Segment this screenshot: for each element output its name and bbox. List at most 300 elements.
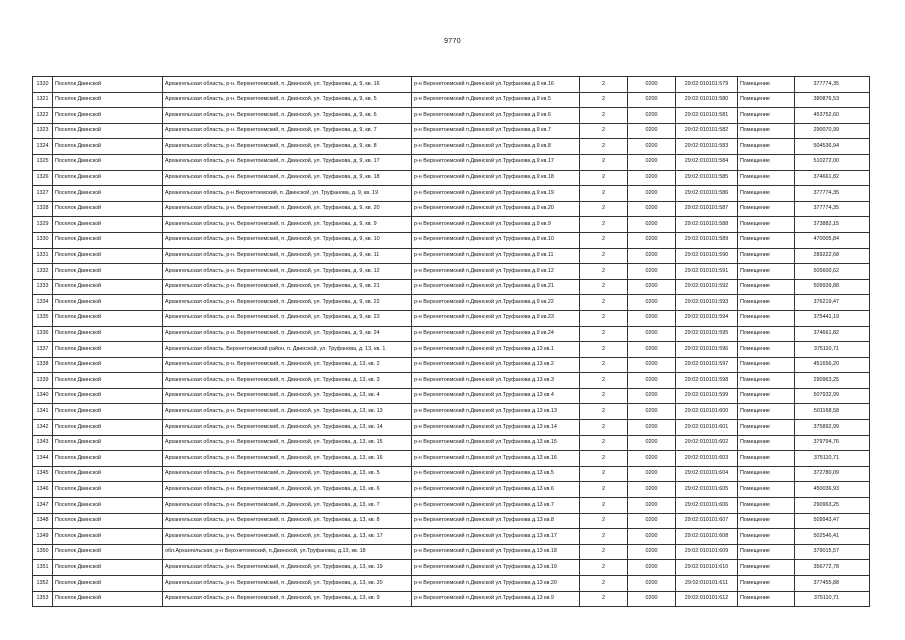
location-cell: р-н Верхнетоемский п.Двинской ул.Труфанова д.9 кв.5 [412,92,580,108]
table-row [33,373,870,389]
row-number-cell: 1346 [33,482,53,498]
location-cell: р-н Верхнетоемский п.Двинской ул.Труфанова д.13 кв.1 [412,342,580,358]
settlement-cell: Поселок Двинской [53,388,163,404]
cadastral-value-cell: 379015,57 [795,544,870,560]
object-type-cell: Помещение [738,576,795,592]
settlement-cell: Поселок Двинской [53,186,163,202]
location-cell: р-н Верхнетоемский п.Двинской ул.Труфанова д.9 кв.22 [412,295,580,311]
code-cell: 0200 [628,92,676,108]
object-type-cell: Помещение [738,435,795,451]
cadastral-value-cell: 374661,82 [795,170,870,186]
row-number-cell: 1337 [33,342,53,358]
object-type-cell: Помещение [738,404,795,420]
table-row [33,108,870,124]
location-cell: р-н Верхнетоемский п.Двинской ул.Труфанова д.9 кв.10 [412,232,580,248]
row-number-cell: 1324 [33,139,53,155]
table-row [33,591,870,607]
address-cell: Архангельская область, р-н. Верхнетоемский, п. Двинской, ул. Труфанова, д. 9, кв. 9 [163,217,412,233]
row-number-cell: 1351 [33,560,53,576]
address-cell: Архангельская область, р-н. Верхнетоемский, п. Двинской, ул. Труфанова, д. 9, кв. 7 [163,123,412,139]
code-cell: 0200 [628,576,676,592]
floor-cell: 2 [580,482,628,498]
settlement-cell: Поселок Двинской [53,248,163,264]
cadastral-value-cell: 379794,76 [795,435,870,451]
cadastral-value-cell: 375892,99 [795,420,870,436]
table-row [33,451,870,467]
floor-cell: 2 [580,123,628,139]
row-number-cell: 1350 [33,544,53,560]
table-row [33,295,870,311]
code-cell: 0200 [628,529,676,545]
object-type-cell: Помещение [738,264,795,280]
row-number-cell: 1330 [33,232,53,248]
location-cell: р-н Верхнетоемский п.Двинской ул.Труфанова д.9 кв.8 [412,139,580,155]
floor-cell: 2 [580,248,628,264]
row-number-cell: 1347 [33,498,53,514]
address-cell: Архангельская область, р-н. Верхнетоемский, п. Двинской, ул. Труфанова, д. 13, кв. 8 [163,513,412,529]
address-cell: Архангельская область, р-н Верхнетоемский, п. Двинской, ул. Труфанова, д. 9, кв. 19 [163,186,412,202]
floor-cell: 2 [580,310,628,326]
row-number-cell: 1326 [33,170,53,186]
table-row [33,77,870,93]
address-cell: Архангельская область, р-н. Верхнетоемский, п. Двинской, ул. Труфанова, д. 9, кв. 10 [163,232,412,248]
cadastral-number-cell: 29:02:010101:604 [676,466,738,482]
location-cell: р-н Верхнетоемский п.Двинской ул.Труфанова д.9 кв.24 [412,326,580,342]
settlement-cell: Поселок Двинской [53,357,163,373]
object-type-cell: Помещение [738,451,795,467]
cadastral-number-cell: 29:02:010101:593 [676,295,738,311]
location-cell: р-н Верхнетоемский п.Двинской ул.Труфанова д.9 кв.19 [412,186,580,202]
code-cell: 0200 [628,420,676,436]
floor-cell: 2 [580,529,628,545]
object-type-cell: Помещение [738,326,795,342]
object-type-cell: Помещение [738,373,795,389]
settlement-cell: Поселок Двинской [53,498,163,514]
table-row [33,420,870,436]
row-number-cell: 1344 [33,451,53,467]
table-row [33,513,870,529]
cadastral-number-cell: 29:02:010101:596 [676,342,738,358]
cadastral-number-cell: 29:02:010101:612 [676,591,738,607]
address-cell: Архангельская область, р-н. Верхнетоемский, п. Двинской, ул. Труфанова, д. 9, кв. 22 [163,295,412,311]
code-cell: 0200 [628,186,676,202]
cadastral-number-cell: 29:02:010101:586 [676,186,738,202]
cadastral-number-cell: 29:02:010101:585 [676,170,738,186]
code-cell: 0200 [628,232,676,248]
floor-cell: 2 [580,498,628,514]
code-cell: 0200 [628,77,676,93]
address-cell: Архангельская область, р-н. Верхнетоемский, п. Двинской, ул. Труфанова, д. 13, кв. 4 [163,388,412,404]
location-cell: р-н Верхнетоемский п.Двинской ул.Труфанова д.13 кв.14 [412,420,580,436]
settlement-cell: Поселок Двинской [53,591,163,607]
settlement-cell: Поселок Двинской [53,451,163,467]
row-number-cell: 1334 [33,295,53,311]
code-cell: 0200 [628,170,676,186]
address-cell: Архангельская область, р-н. Верхнетоемский, п. Двинской, ул. Труфанова, д. 13, кв. 5 [163,466,412,482]
floor-cell: 2 [580,232,628,248]
floor-cell: 2 [580,342,628,358]
row-number-cell: 1340 [33,388,53,404]
address-cell: Архангельская область, р-н. Верхнетоемский, п. Двинской, ул. Труфанова, д. 13, кв. 19 [163,560,412,576]
cadastral-number-cell: 29:02:010101:595 [676,326,738,342]
cadastral-value-cell: 377774,35 [795,77,870,93]
cadastral-number-cell: 29:02:010101:597 [676,357,738,373]
table-row [33,123,870,139]
address-cell: Архангельская область, р-н. Верхнетоемский, п. Двинской, ул. Труфанова, д. 13, кв. 2 [163,357,412,373]
address-cell: Архангельская область, р-н. Верхнетоемский, п. Двинской, ул. Труфанова, д. 9, кв. 16 [163,77,412,93]
object-type-cell: Помещение [738,544,795,560]
cadastral-value-cell: 450036,93 [795,482,870,498]
address-cell: Архангельская область, р-н. Верхнетоемский, п. Двинской, ул. Труфанова, д. 9, кв. 18 [163,170,412,186]
cadastral-value-cell: 453752,60 [795,108,870,124]
location-cell: р-н Верхнетоемский п.Двинской ул.Труфанова д.9 кв.7 [412,123,580,139]
address-cell: Архангельская область, р-н. Верхнетоемский, п. Двинской, ул. Труфанова, д. 9, кв. 8 [163,139,412,155]
address-cell: Архангельская область, р-н. Верхнетоемский, п. Двинской, ул. Труфанова, д. 9, кв. 20 [163,201,412,217]
code-cell: 0200 [628,264,676,280]
code-cell: 0200 [628,388,676,404]
settlement-cell: Поселок Двинской [53,373,163,389]
settlement-cell: Поселок Двинской [53,435,163,451]
floor-cell: 2 [580,201,628,217]
location-cell: р-н Верхнетоемский п.Двинской ул.Труфанова д.13 кв.8 [412,513,580,529]
settlement-cell: Поселок Двинской [53,466,163,482]
cadastral-value-cell: 451656,20 [795,357,870,373]
address-cell: обл.Архангельская, р-н Верхнетоемский, п.Двинской, ул.Труфанова, д.13, кв. 18 [163,544,412,560]
cadastral-number-cell: 29:02:010101:611 [676,576,738,592]
code-cell: 0200 [628,201,676,217]
object-type-cell: Помещение [738,591,795,607]
location-cell: р-н Верхнетоемский п.Двинской ул.Труфанова д.9 кв.6 [412,108,580,124]
settlement-cell: Поселок Двинской [53,170,163,186]
floor-cell: 2 [580,466,628,482]
object-type-cell: Помещение [738,513,795,529]
floor-cell: 2 [580,77,628,93]
object-type-cell: Помещение [738,139,795,155]
settlement-cell: Поселок Двинской [53,529,163,545]
row-number-cell: 1332 [33,264,53,280]
cadastral-value-cell: 470005,84 [795,232,870,248]
row-number-cell: 1320 [33,77,53,93]
location-cell: р-н Верхнетоемский п.Двинской ул.Труфанова д.9 кв.9 [412,217,580,233]
object-type-cell: Помещение [738,217,795,233]
settlement-cell: Поселок Двинской [53,310,163,326]
location-cell: р-н Верхнетоемский п.Двинской ул.Труфанова д.13 кв.19 [412,560,580,576]
row-number-cell: 1325 [33,154,53,170]
floor-cell: 2 [580,404,628,420]
row-number-cell: 1342 [33,420,53,436]
address-cell: Архангельская область, р-н. Верхнетоемский, п. Двинской, ул. Труфанова, д. 9, кв. 12 [163,264,412,280]
row-number-cell: 1352 [33,576,53,592]
settlement-cell: Поселок Двинской [53,420,163,436]
settlement-cell: Поселок Двинской [53,123,163,139]
cadastral-value-cell: 377455,88 [795,576,870,592]
settlement-cell: Поселок Двинской [53,154,163,170]
cadastral-value-cell: 373882,15 [795,217,870,233]
address-cell: Архангельская область, р-н. Верхнетоемский, п. Двинской, ул. Труфанова, д. 13, кв. 7 [163,498,412,514]
address-cell: Архангельская область, Верхнетоемский район, п. Двинской, ул. Труфанова, д. 13, кв. 1 [163,342,412,358]
location-cell: р-н Верхнетоемский п.Двинской ул.Труфанова д.9 кв.17 [412,154,580,170]
address-cell: Архангельская область, р-н. Верхнетоемский, п. Двинской, ул. Труфанова, д. 13, кв. 14 [163,420,412,436]
row-number-cell: 1329 [33,217,53,233]
address-cell: Архангельская область, р-н. Верхнетоемский, п. Двинской, ул. Труфанова, д. 13, кв. 20 [163,576,412,592]
address-cell: Архангельская область, р-н. Верхнетоемский, п. Двинской, ул. Труфанова, д. 13, кв. 17 [163,529,412,545]
object-type-cell: Помещение [738,420,795,436]
code-cell: 0200 [628,342,676,358]
table-row [33,404,870,420]
table-row [33,170,870,186]
cadastral-number-cell: 29:02:010101:601 [676,420,738,436]
cadastral-number-cell: 29:02:010101:600 [676,404,738,420]
cadastral-value-cell: 374661,82 [795,326,870,342]
location-cell: р-н Верхнетоемский п.Двинской ул.Труфанова д.9 кв.16 [412,77,580,93]
object-type-cell: Помещение [738,186,795,202]
location-cell: р-н Верхнетоемский п.Двинской ул.Труфанова д.13 кв.13 [412,404,580,420]
cadastral-value-cell: 356772,78 [795,560,870,576]
address-cell: Архангельская область, р-н. Верхнетоемский, п. Двинской, ул. Труфанова, д. 9, кв. 24 [163,326,412,342]
settlement-cell: Поселок Двинской [53,482,163,498]
location-cell: р-н Верхнетоемский п.Двинской ул.Труфанова д.9 кв.23 [412,310,580,326]
location-cell: р-н Верхнетоемский п.Двинской ул.Труфанова д.9 кв.18 [412,170,580,186]
cadastral-value-cell: 375110,71 [795,342,870,358]
row-number-cell: 1349 [33,529,53,545]
table-row [33,201,870,217]
address-cell: Архангельская область, р-н. Верхнетоемский, п. Двинской, ул. Труфанова, д. 9, кв. 11 [163,248,412,264]
row-number-cell: 1323 [33,123,53,139]
floor-cell: 2 [580,108,628,124]
cadastral-value-cell: 290963,25 [795,498,870,514]
address-cell: Архангельская область, р-н. Верхнетоемский, п. Двинской, ул. Труфанова, д. 13, кв. 3 [163,373,412,389]
table-row [33,466,870,482]
cadastral-value-cell: 377774,35 [795,186,870,202]
cadastral-value-cell: 509939,88 [795,279,870,295]
cadastral-number-cell: 29:02:010101:598 [676,373,738,389]
cadastral-number-cell: 29:02:010101:587 [676,201,738,217]
cadastral-number-cell: 29:02:010101:603 [676,451,738,467]
settlement-cell: Поселок Двинской [53,232,163,248]
location-cell: р-н Верхнетоемский п.Двинской ул.Труфанова д.13 кв.2 [412,357,580,373]
cadastral-value-cell: 290963,25 [795,373,870,389]
floor-cell: 2 [580,544,628,560]
code-cell: 0200 [628,123,676,139]
code-cell: 0200 [628,154,676,170]
row-number-cell: 1348 [33,513,53,529]
page-number: 9770 [444,38,461,45]
code-cell: 0200 [628,498,676,514]
table-row [33,310,870,326]
address-cell: Архангельская область, р-н. Верхнетоемский, п. Двинской, ул. Труфанова, д. 9, кв. 17 [163,154,412,170]
table-row [33,279,870,295]
table-row [33,264,870,280]
object-type-cell: Помещение [738,342,795,358]
code-cell: 0200 [628,326,676,342]
object-type-cell: Помещение [738,123,795,139]
cadastral-number-cell: 29:02:010101:594 [676,310,738,326]
code-cell: 0200 [628,108,676,124]
cadastral-value-cell: 372780,09 [795,466,870,482]
floor-cell: 2 [580,264,628,280]
floor-cell: 2 [580,560,628,576]
table-row [33,186,870,202]
location-cell: р-н Верхнетоемский п.Двинской ул.Труфанова д.13 кв.9 [412,591,580,607]
settlement-cell: Поселок Двинской [53,92,163,108]
cadastral-value-cell: 501168,58 [795,404,870,420]
cadastral-value-cell: 510272,00 [795,154,870,170]
row-number-cell: 1333 [33,279,53,295]
settlement-cell: Поселок Двинской [53,295,163,311]
object-type-cell: Помещение [738,248,795,264]
floor-cell: 2 [580,170,628,186]
cadastral-number-cell: 29:02:010101:608 [676,529,738,545]
floor-cell: 2 [580,435,628,451]
address-cell: Архангельская область, р-н. Верхнетоемский, п. Двинской, ул. Труфанова, д. 13, кв. 16 [163,451,412,467]
floor-cell: 2 [580,217,628,233]
object-type-cell: Помещение [738,482,795,498]
settlement-cell: Поселок Двинской [53,217,163,233]
row-number-cell: 1328 [33,201,53,217]
cadastral-value-cell: 375110,71 [795,451,870,467]
object-type-cell: Помещение [738,232,795,248]
object-type-cell: Помещение [738,388,795,404]
object-type-cell: Помещение [738,108,795,124]
code-cell: 0200 [628,451,676,467]
location-cell: р-н Верхнетоемский п.Двинской ул.Труфанова д.13 кв.6 [412,482,580,498]
address-cell: Архангельская область, р-н. Верхнетоемский, п. Двинской, ул. Труфанова, д. 13, кв. 13 [163,404,412,420]
cadastral-number-cell: 29:02:010101:584 [676,154,738,170]
code-cell: 0200 [628,466,676,482]
cadastral-value-cell: 290070,99 [795,123,870,139]
code-cell: 0200 [628,513,676,529]
object-type-cell: Помещение [738,77,795,93]
location-cell: р-н Верхнетоемский п.Двинской ул.Труфанова д.13 кв.18 [412,544,580,560]
row-number-cell: 1335 [33,310,53,326]
floor-cell: 2 [580,591,628,607]
location-cell: р-н Верхнетоемский п.Двинской ул.Труфанова д.13 кв.17 [412,529,580,545]
table-row [33,232,870,248]
cadastral-value-cell: 375441,19 [795,310,870,326]
floor-cell: 2 [580,154,628,170]
cadastral-number-cell: 29:02:010101:599 [676,388,738,404]
location-cell: р-н Верхнетоемский п.Двинской ул.Труфанова д.9 кв.11 [412,248,580,264]
settlement-cell: Поселок Двинской [53,342,163,358]
row-number-cell: 1336 [33,326,53,342]
address-cell: Архангельская область, р-н. Верхнетоемский, п. Двинской, ул. Труфанова, д. 9, кв. 23 [163,310,412,326]
cadastral-number-cell: 29:02:010101:589 [676,232,738,248]
object-type-cell: Помещение [738,201,795,217]
cadastral-value-cell: 289222,68 [795,248,870,264]
cadastral-number-cell: 29:02:010101:591 [676,264,738,280]
object-type-cell: Помещение [738,560,795,576]
settlement-cell: Поселок Двинской [53,108,163,124]
floor-cell: 2 [580,295,628,311]
table-row [33,92,870,108]
cadastral-number-cell: 29:02:010101:606 [676,498,738,514]
cadastral-number-cell: 29:02:010101:602 [676,435,738,451]
address-cell: Архангельская область, р-н. Верхнетоемский, п. Двинской, ул. Труфанова, д. 9, кв. 21 [163,279,412,295]
table-row [33,576,870,592]
table-row [33,498,870,514]
row-number-cell: 1331 [33,248,53,264]
floor-cell: 2 [580,388,628,404]
cadastral-value-cell: 377774,35 [795,201,870,217]
code-cell: 0200 [628,295,676,311]
cadastral-number-cell: 29:02:010101:605 [676,482,738,498]
code-cell: 0200 [628,435,676,451]
settlement-cell: Поселок Двинской [53,326,163,342]
row-number-cell: 1338 [33,357,53,373]
row-number-cell: 1339 [33,373,53,389]
address-cell: Архангельская область, р-н. Верхнетоемский, п. Двинской, ул. Труфанова, д. 9, кв. 5 [163,92,412,108]
object-type-cell: Помещение [738,498,795,514]
address-cell: Архангельская область, р-н. Верхнетоемский, п. Двинской, ул. Труфанова, д. 13, кв. 15 [163,435,412,451]
object-type-cell: Помещение [738,466,795,482]
code-cell: 0200 [628,248,676,264]
location-cell: р-н Верхнетоемский п.Двинской ул.Труфанова д.13 кв.7 [412,498,580,514]
settlement-cell: Поселок Двинской [53,279,163,295]
row-number-cell: 1341 [33,404,53,420]
cadastral-value-cell: 502546,41 [795,529,870,545]
location-cell: р-н Верхнетоемский п.Двинской ул.Труфанова д.9 кв.21 [412,279,580,295]
cadastral-value-cell: 507932,99 [795,388,870,404]
row-number-cell: 1327 [33,186,53,202]
cadastral-number-cell: 29:02:010101:588 [676,217,738,233]
floor-cell: 2 [580,373,628,389]
location-cell: р-н Верхнетоемский п.Двинской ул.Труфанова д.13 кв.5 [412,466,580,482]
object-type-cell: Помещение [738,154,795,170]
cadastral-value-cell: 504536,94 [795,139,870,155]
table-row [33,560,870,576]
floor-cell: 2 [580,451,628,467]
floor-cell: 2 [580,186,628,202]
object-type-cell: Помещение [738,170,795,186]
code-cell: 0200 [628,310,676,326]
floor-cell: 2 [580,576,628,592]
cadastral-value-cell: 509943,47 [795,513,870,529]
settlement-cell: Поселок Двинской [53,544,163,560]
code-cell: 0200 [628,482,676,498]
code-cell: 0200 [628,560,676,576]
table-row [33,529,870,545]
table-row [33,154,870,170]
cadastral-number-cell: 29:02:010101:581 [676,108,738,124]
cadastral-number-cell: 29:02:010101:579 [676,77,738,93]
location-cell: р-н Верхнетоемский п.Двинской ул.Труфанова д.13 кв.16 [412,451,580,467]
cadastral-value-cell: 375110,71 [795,591,870,607]
cadastral-number-cell: 29:02:010101:580 [676,92,738,108]
floor-cell: 2 [580,279,628,295]
settlement-cell: Поселок Двинской [53,77,163,93]
table-row [33,139,870,155]
location-cell: р-н Верхнетоемский п.Двинской ул.Труфанова д.13 кв.3 [412,373,580,389]
code-cell: 0200 [628,544,676,560]
cadastral-number-cell: 29:02:010101:610 [676,560,738,576]
table-row [33,435,870,451]
object-type-cell: Помещение [738,529,795,545]
settlement-cell: Поселок Двинской [53,264,163,280]
row-number-cell: 1353 [33,591,53,607]
table-row [33,482,870,498]
location-cell: р-н Верхнетоемский п.Двинской ул.Труфанова д.9 кв.12 [412,264,580,280]
row-number-cell: 1345 [33,466,53,482]
floor-cell: 2 [580,420,628,436]
location-cell: р-н Верхнетоемский п.Двинской ул.Труфанова д.13 кв.15 [412,435,580,451]
floor-cell: 2 [580,513,628,529]
cadastral-number-cell: 29:02:010101:583 [676,139,738,155]
code-cell: 0200 [628,373,676,389]
location-cell: р-н Верхнетоемский п.Двинской ул.Труфанова д.9 кв.20 [412,201,580,217]
cadastral-number-cell: 29:02:010101:609 [676,544,738,560]
property-register-table [32,76,870,607]
cadastral-number-cell: 29:02:010101:592 [676,279,738,295]
